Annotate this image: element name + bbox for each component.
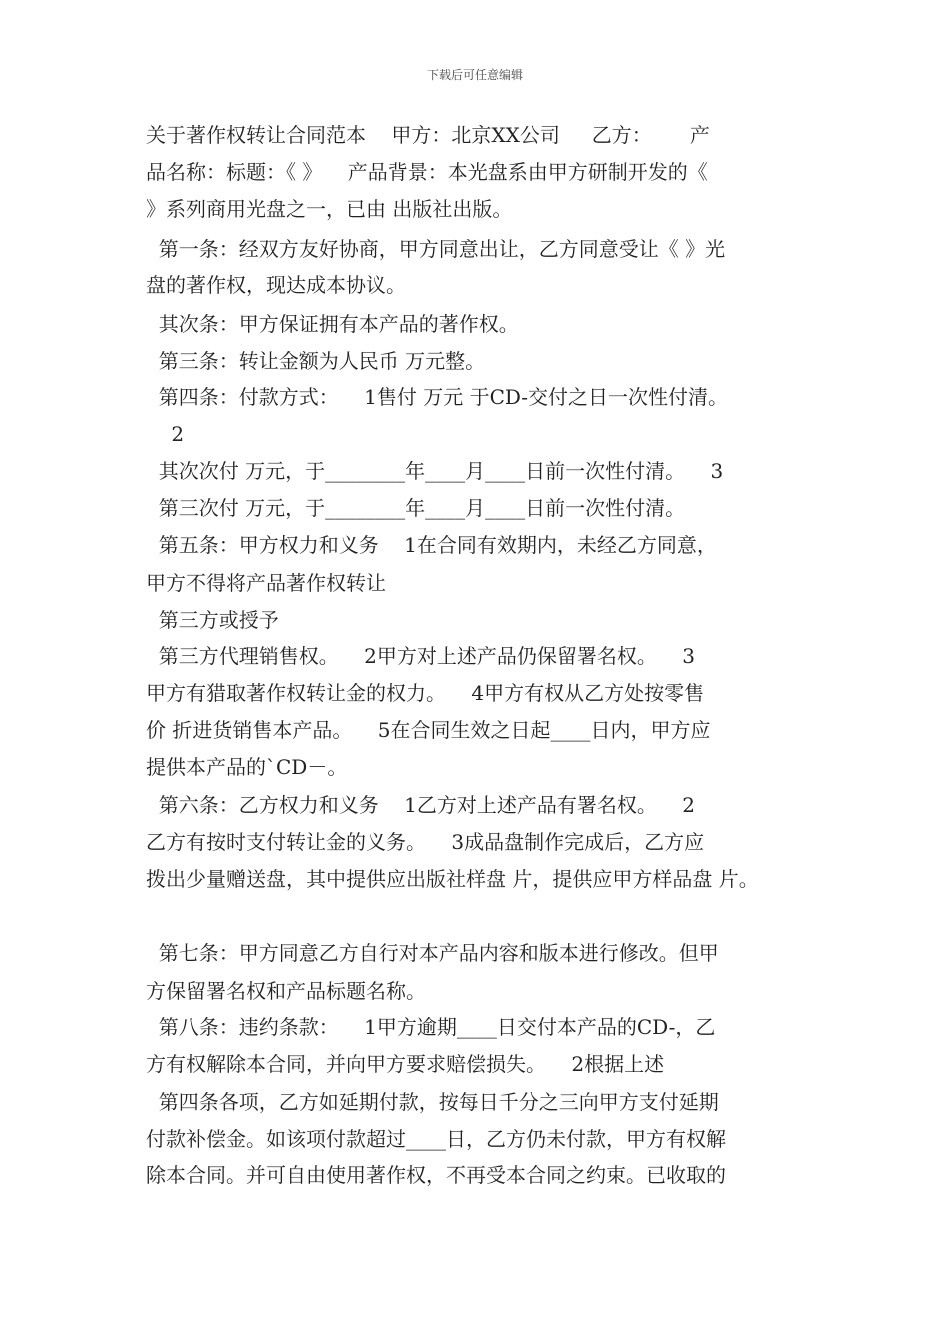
text-line: 甲方有猎取著作权转让金的权力。 4甲方有权从乙方处按零售 bbox=[146, 681, 705, 705]
text-line: 第一条：经双方友好协商，甲方同意出让，乙方同意受让《 》光 bbox=[146, 237, 726, 261]
page-header-note: 下载后可任意编辑 bbox=[426, 68, 523, 82]
text-line: 乙方有按时支付转让金的义务。 3成品盘制作完成后，乙方应 bbox=[146, 830, 705, 854]
text-line: 盘的著作权，现达成本协议。 bbox=[146, 273, 406, 297]
text-line: 第四条：付款方式： 1售付 万元 于CD-交付之日一次性付清。 bbox=[146, 385, 729, 409]
text-line: 方有权解除本合同，并向甲方要求赔偿损失。 2根据上述 bbox=[146, 1052, 665, 1076]
text-line: 2 bbox=[146, 422, 185, 446]
text-line: 除本合同。并可自由使用著作权，不再受本合同之约束。已收取的 bbox=[146, 1163, 726, 1187]
text-line: 第三次付 万元，于________年____月____日前一次性付清。 bbox=[146, 496, 686, 520]
text-line: 付款补偿金。如该项付款超过____日，乙方仍未付款，甲方有权解 bbox=[146, 1127, 726, 1151]
text-line: 其次条：甲方保证拥有本产品的著作权。 bbox=[146, 312, 519, 336]
text-line: 第六条：乙方权力和义务 1乙方对上述产品有署名权。 2 bbox=[146, 793, 696, 817]
text-line: 其次次付 万元，于________年____月____日前一次性付清。 3 bbox=[146, 459, 724, 483]
text-line: 品名称：标题：《 》 产品背景：本光盘系由甲方研制开发的《 bbox=[146, 160, 708, 184]
text-line: 方保留署名权和产品标题名称。 bbox=[146, 979, 426, 1003]
text-line: 第四条各项，乙方如延期付款，按每日千分之三向甲方支付延期 bbox=[146, 1090, 719, 1114]
text-line: 第三方代理销售权。 2甲方对上述产品仍保留署名权。 3 bbox=[146, 644, 696, 668]
text-line: 价 折进货销售本产品。 5在合同生效之日起____日内，甲方应 bbox=[146, 718, 711, 742]
text-line: 第七条：甲方同意乙方自行对本产品内容和版本进行修改。但甲 bbox=[146, 941, 719, 965]
text-line: 第八条：违约条款： 1甲方逾期____日交付本产品的CD-，乙 bbox=[146, 1015, 716, 1039]
text-line: 第五条：甲方权力和义务 1在合同有效期内，未经乙方同意， bbox=[146, 533, 717, 557]
text-line: 拨出少量赠送盘，其中提供应出版社样盘 片，提供应甲方样品盘 片。 bbox=[146, 867, 759, 891]
text-line: 》系列商用光盘之一，已由 出版社出版。 bbox=[146, 197, 513, 221]
text-line: 甲方不得将产品著作权转让 bbox=[146, 571, 386, 595]
text-line: 提供本产品的`CD－。 bbox=[146, 755, 348, 779]
text-line: 第三方或授予 bbox=[146, 608, 279, 632]
text-line: 关于著作权转让合同范本 甲方：北京XX公司 乙方： 产 bbox=[146, 123, 710, 147]
text-line: 第三条：转让金额为人民币 万元整。 bbox=[146, 349, 486, 373]
